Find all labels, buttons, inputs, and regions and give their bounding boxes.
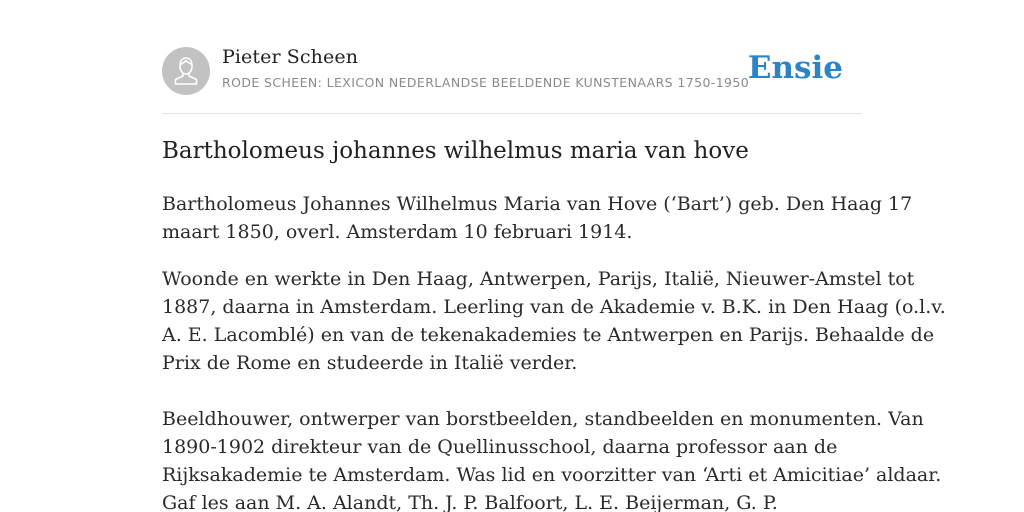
text-line: 1887, daarna in Amsterdam. Leerling van de Akademie v. B.K. in Den Haag (o.l.v. xyxy=(162,296,946,318)
header-divider xyxy=(162,113,862,114)
paragraph xyxy=(162,265,946,377)
paragraph xyxy=(162,405,942,512)
text-line: maart 1850, overl. Amsterdam 10 februari 1914. xyxy=(162,221,633,243)
user-icon xyxy=(162,47,210,95)
text-line: Rijksakademie te Amsterdam. Was lid en voorzitter van ‘Arti et Amicitiae’ aldaar. xyxy=(162,464,942,486)
text-line: Prix de Rome en studeerde in Italië verder. xyxy=(162,352,578,374)
source-title[interactable]: RODE SCHEEN: LEXICON NEDERLANDSE BEELDENDE KUNSTENAARS 1750-1950 xyxy=(222,75,750,90)
ensie-logo[interactable]: Ensie xyxy=(747,50,843,86)
paragraph xyxy=(162,190,913,246)
author-name[interactable]: Pieter Scheen xyxy=(222,46,359,68)
text-line: Gaf les aan M. A. Alandt, Th. J. P. Balfoort, L. E. Beijerman, G. P. xyxy=(162,492,778,512)
author-avatar[interactable] xyxy=(162,47,210,95)
article-header xyxy=(162,46,862,96)
text-line: A. E. Lacomblé) en van de tekenakademies te Antwerpen en Parijs. Behaalde de xyxy=(162,324,935,346)
text-line: Woonde en werkte in Den Haag, Antwerpen, Parijs, Italië, Nieuwer-Amstel tot xyxy=(162,268,915,290)
text-line: 1890-1902 direkteur van de Quellinusschool, daarna professor aan de xyxy=(162,436,838,458)
text-line: Beeldhouwer, ontwerper van borstbeelden, standbeelden en monumenten. Van xyxy=(162,408,924,430)
article-title: Bartholomeus johannes wilhelmus maria van hove xyxy=(162,138,749,164)
article-body xyxy=(162,190,946,512)
text-line: Bartholomeus Johannes Wilhelmus Maria van Hove (‘Bart’) geb. Den Haag 17 xyxy=(162,193,913,215)
